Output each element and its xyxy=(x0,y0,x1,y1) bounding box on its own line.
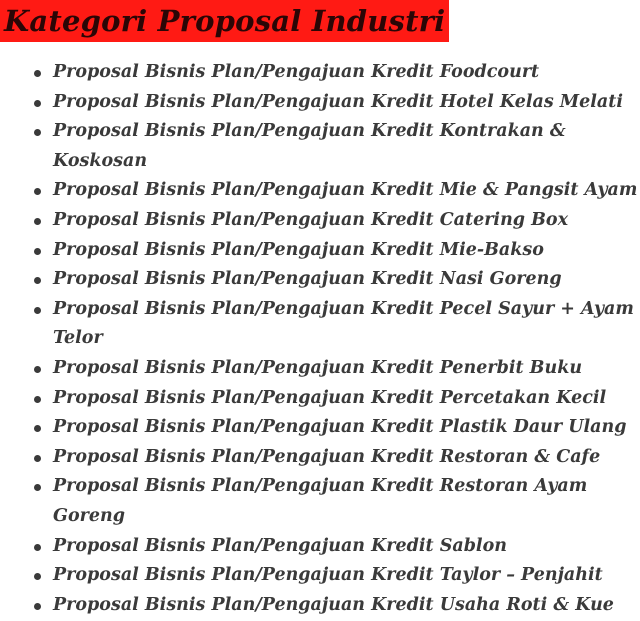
list-item-label: Proposal Bisnis Plan/Pengajuan Kredit Usaha Roti & Kue xyxy=(53,594,614,615)
list-item-label: Proposal Bisnis Plan/Pengajuan Kredit Taylor – Penjahit xyxy=(53,565,603,586)
list-item-label: Proposal Bisnis Plan/Pengajuan Kredit Mie & Pangsit Ayam xyxy=(53,180,638,201)
list-item-label: Proposal Bisnis Plan/Pengajuan Kredit Plastik Daur Ulang xyxy=(53,417,627,438)
list-item[interactable] xyxy=(0,58,640,88)
list-item[interactable] xyxy=(0,472,640,531)
list-item[interactable] xyxy=(0,591,640,621)
list-item-label: Proposal Bisnis Plan/Pengajuan Kredit Nasi Goreng xyxy=(53,269,562,290)
list-item-label: Proposal Bisnis Plan/Pengajuan Kredit Mie-Bakso xyxy=(53,239,544,260)
list-item-label: Proposal Bisnis Plan/Pengajuan Kredit Restoran Ayam Goreng xyxy=(53,476,588,526)
bullet-icon xyxy=(34,70,41,77)
list-item-label: Proposal Bisnis Plan/Pengajuan Kredit Pecel Sayur + Ayam Telor xyxy=(53,298,634,349)
bullet-icon xyxy=(34,544,41,551)
list-item-label: Proposal Bisnis Plan/Pengajuan Kredit Foodcourt xyxy=(53,62,540,82)
bullet-icon xyxy=(34,129,41,136)
list-item[interactable] xyxy=(0,206,640,236)
bullet-icon xyxy=(34,100,41,107)
title-banner xyxy=(0,0,449,42)
bullet-icon xyxy=(34,218,41,225)
bullet-icon xyxy=(34,248,41,255)
bullet-icon xyxy=(34,188,41,195)
page-title: Kategori Proposal Industri xyxy=(4,3,446,38)
bullet-icon xyxy=(34,366,41,373)
list-item[interactable] xyxy=(0,265,640,295)
bullet-icon xyxy=(34,603,41,610)
bullet-icon xyxy=(34,455,41,462)
list-item-label: Proposal Bisnis Plan/Pengajuan Kredit Kontrakan & Koskosan xyxy=(53,121,566,171)
list-item-label: Proposal Bisnis Plan/Pengajuan Kredit Percetakan Kecil xyxy=(53,387,607,408)
list-item-label: Proposal Bisnis Plan/Pengajuan Kredit Catering Box xyxy=(53,209,569,230)
list-item-label: Proposal Bisnis Plan/Pengajuan Kredit Restoran & Cafe xyxy=(53,446,601,467)
bullet-icon xyxy=(34,396,41,403)
proposal-category-list xyxy=(0,58,640,620)
list-item[interactable] xyxy=(0,176,640,206)
list-item[interactable] xyxy=(0,532,640,562)
list-item[interactable] xyxy=(0,384,640,414)
list-item[interactable] xyxy=(0,561,640,591)
list-item[interactable] xyxy=(0,88,640,118)
bullet-icon xyxy=(34,307,41,314)
list-item-label: Proposal Bisnis Plan/Pengajuan Kredit Hotel Kelas Melati xyxy=(53,91,623,112)
list-item[interactable] xyxy=(0,354,640,384)
bullet-icon xyxy=(34,277,41,284)
bullet-icon xyxy=(34,573,41,580)
bullet-icon xyxy=(34,484,41,491)
list-item[interactable] xyxy=(0,443,640,473)
list-item[interactable] xyxy=(0,413,640,443)
list-item[interactable] xyxy=(0,236,640,266)
list-item-label: Proposal Bisnis Plan/Pengajuan Kredit Sablon xyxy=(53,535,507,556)
list-item[interactable] xyxy=(0,117,640,176)
bullet-icon xyxy=(34,425,41,432)
list-item[interactable] xyxy=(0,295,640,354)
list-item-label: Proposal Bisnis Plan/Pengajuan Kredit Penerbit Buku xyxy=(53,357,583,378)
